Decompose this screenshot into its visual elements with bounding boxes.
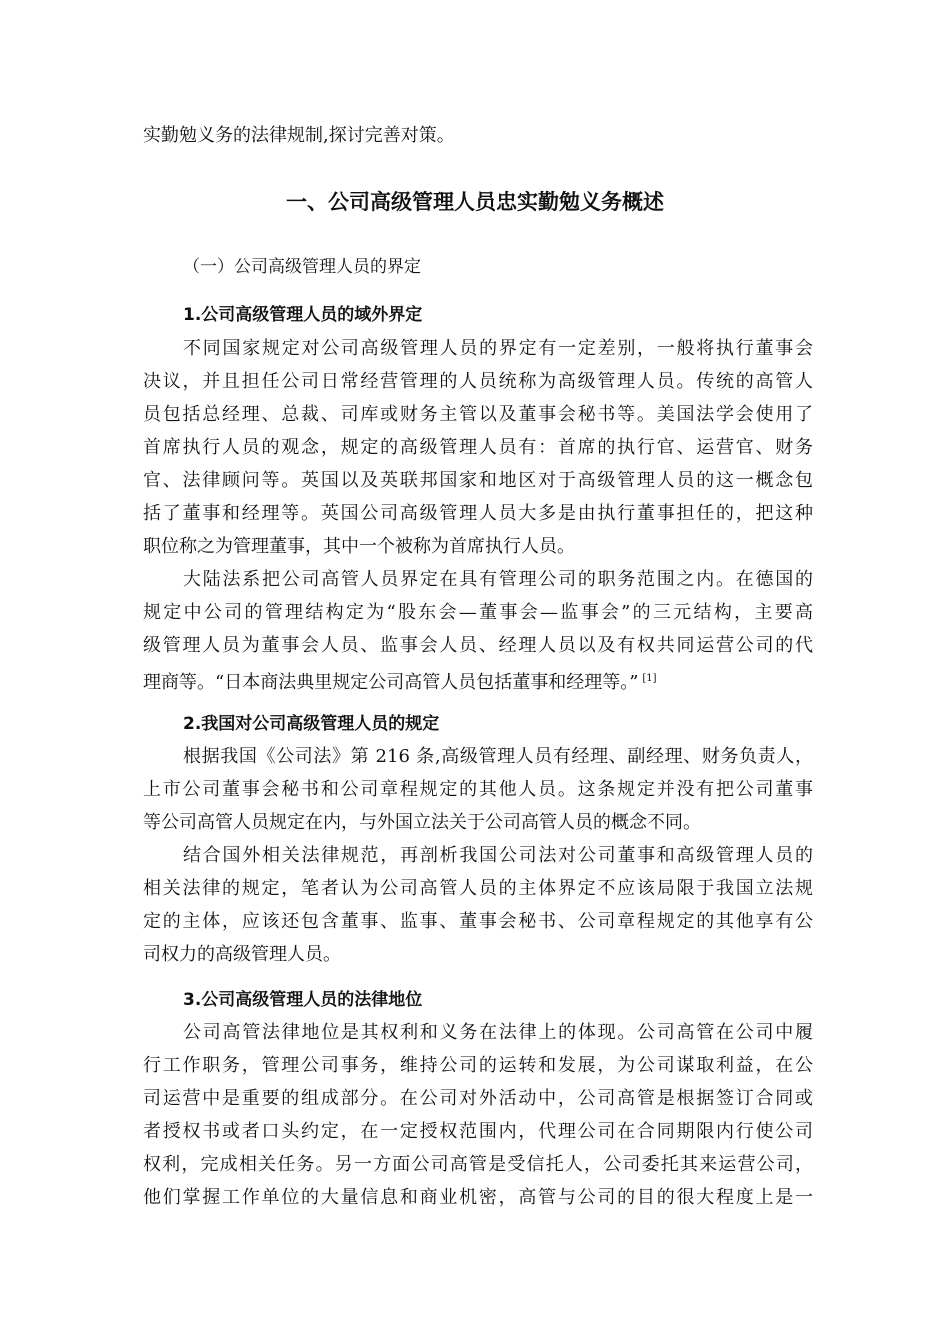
paragraph-line: 他们掌握工作单位的大量信息和商业机密，高管与公司的目的很大程度上是一 [143, 1187, 813, 1208]
chapter-title: 一、公司高级管理人员忠实勤勉义务概述 [286, 190, 664, 214]
paragraph-line: 规定中公司的管理结构定为“股东会—董事会—监事会”的三元结构，主要高 [143, 602, 813, 623]
paragraph-line: 司权力的高级管理人员。 [143, 944, 341, 965]
subsection-title: 2.我国对公司高级管理人员的规定 [183, 714, 440, 734]
paragraph-line: 者授权书或者口头约定，在一定授权范围内，代理公司在合同期限内行使公司 [143, 1121, 813, 1142]
subsection-title: 3.公司高级管理人员的法律地位 [183, 990, 423, 1010]
paragraph-line: 实勤勉义务的法律规制,探讨完善对策。 [143, 125, 455, 146]
paragraph-line [143, 667, 813, 695]
paragraph-line: 行工作职务，管理公司事务，维持公司的运转和发展，为公司谋取利益，在公 [143, 1055, 813, 1076]
paragraph-line: 根据我国《公司法》第 216 条,高级管理人员有经理、副经理、财务负责人， [183, 746, 813, 767]
paragraph-line: 大陆法系把公司高管人员界定在具有管理公司的职务范围之内。在德国的 [183, 569, 813, 590]
paragraph-line: 结合国外相关法律规范，再剖析我国公司法对公司董事和高级管理人员的 [183, 845, 813, 866]
paragraph-line: 司运营中是重要的组成部分。在公司对外活动中，公司高管是根据签订合同或 [143, 1088, 813, 1109]
section-title: （一）公司高级管理人员的界定 [183, 257, 421, 277]
paragraph-line: 括了董事和经理等。英国公司高级管理人员大多是由执行董事担任的，把这种 [143, 503, 813, 524]
footnote-reference[interactable]: [1] [642, 673, 657, 684]
paragraph-text: 理商等。“日本商法典里规定公司高管人员包括董事和经理等。” [143, 672, 639, 693]
subsection-title: 1.公司高级管理人员的域外界定 [183, 305, 423, 325]
paragraph-line: 不同国家规定对公司高级管理人员的界定有一定差别，一般将执行董事会 [183, 338, 813, 359]
paragraph-line: 决议，并且担任公司日常经营管理的人员统称为高级管理人员。传统的高管人 [143, 371, 813, 392]
paragraph-line: 职位称之为管理董事，其中一个被称为首席执行人员。 [143, 536, 575, 557]
paragraph-line: 级管理人员为董事会人员、监事会人员、经理人员以及有权共同运营公司的代 [143, 635, 813, 656]
paragraph-line: 上市公司董事会秘书和公司章程规定的其他人员。这条规定并没有把公司董事 [143, 779, 813, 800]
paragraph-line: 定的主体，应该还包含董事、监事、董事会秘书、公司章程规定的其他享有公 [143, 911, 813, 932]
paragraph-line: 员包括总经理、总裁、司库或财务主管以及董事会秘书等。美国法学会使用了 [143, 404, 813, 425]
paragraph-line: 官、法律顾问等。英国以及英联邦国家和地区对于高级管理人员的这一概念包 [143, 470, 813, 491]
paragraph-line: 等公司高管人员规定在内，与外国立法关于公司高管人员的概念不同。 [143, 812, 701, 833]
paragraph-line: 权利，完成相关任务。另一方面公司高管是受信托人，公司委托其来运营公司， [143, 1154, 813, 1175]
paragraph-line: 相关法律的规定，笔者认为公司高管人员的主体界定不应该局限于我国立法规 [143, 878, 813, 899]
paragraph-line: 公司高管法律地位是其权利和义务在法律上的体现。公司高管在公司中履 [183, 1022, 813, 1043]
paragraph-line: 首席执行人员的观念，规定的高级管理人员有：首席的执行官、运营官、财务 [143, 437, 813, 458]
